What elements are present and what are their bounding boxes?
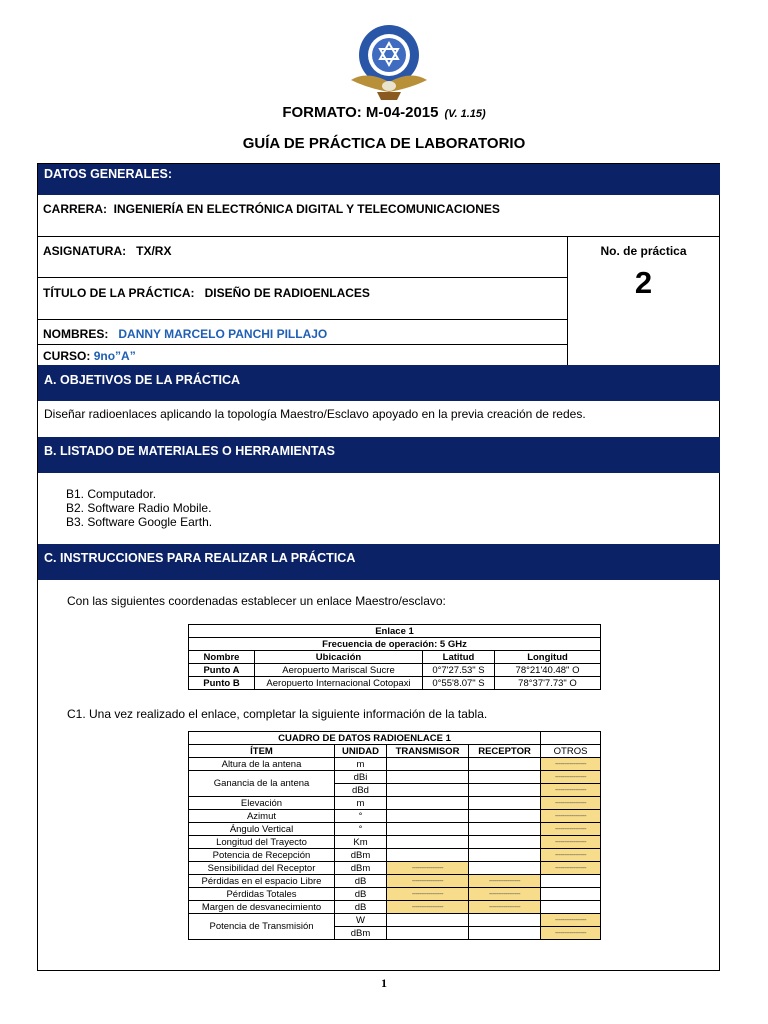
table-row: Pérdidas Totales dB ----------------- ----------------- bbox=[189, 888, 601, 901]
radiolink-data-table bbox=[188, 731, 601, 940]
column-header: TRANSMISOR bbox=[387, 745, 469, 758]
table-row: Potencia de Transmisión W ----------------- bbox=[189, 914, 601, 927]
column-header: Longitud bbox=[495, 651, 601, 664]
table-row: Altura de la antena m ----------------- bbox=[189, 758, 601, 771]
university-logo bbox=[347, 22, 431, 104]
titulo-row: TÍTULO DE LA PRÁCTICA: DISEÑO DE RADIOENLACES bbox=[43, 286, 370, 300]
practice-number: 2 bbox=[634, 265, 653, 300]
material-item: B3. Software Google Earth. bbox=[66, 515, 213, 529]
document-title: GUÍA DE PRÁCTICA DE LABORATORIO bbox=[242, 135, 526, 152]
table-row: Azimut ° ----------------- bbox=[189, 810, 601, 823]
link-coordinates-table bbox=[188, 624, 601, 690]
table-row: Punto A Aeropuerto Mariscal Sucre 0°7'27.53" S 78°21'40.48" O bbox=[189, 664, 601, 677]
column-header: UNIDAD bbox=[335, 745, 387, 758]
table-row: Margen de desvanecimiento dB ----------------- ----------------- bbox=[189, 901, 601, 914]
curso-row: CURSO: 9no”A” bbox=[43, 349, 136, 363]
format-code: FORMATO: M-04-2015 (V. 1.15) bbox=[282, 104, 486, 121]
column-header: OTROS bbox=[541, 745, 601, 758]
table-row: dBm ----------------- bbox=[189, 927, 601, 940]
table-row: Sensibilidad del Receptor dBm ----------------- ----------------- bbox=[189, 862, 601, 875]
table-row: dBd ----------------- bbox=[189, 784, 601, 797]
table-row: Elevación m ----------------- bbox=[189, 797, 601, 810]
material-item: B2. Software Radio Mobile. bbox=[66, 501, 212, 515]
table-row: Pérdidas en el espacio Libre dB ----------------- ----------------- bbox=[189, 875, 601, 888]
column-header: Nombre bbox=[189, 651, 255, 664]
section-b-title: B. LISTADO DE MATERIALES O HERRAMIENTAS bbox=[38, 437, 720, 473]
section-c-intro: Con las siguientes coordenadas establecer un enlace Maestro/esclavo: bbox=[67, 594, 446, 608]
column-header: Latitud bbox=[423, 651, 495, 664]
carrera-row: CARRERA: INGENIERÍA EN ELECTRÓNICA DIGITAL Y TELECOMUNICACIONES bbox=[43, 202, 500, 216]
section-c1-text: C1. Una vez realizado el enlace, completar la siguiente información de la tabla. bbox=[67, 707, 488, 721]
page-number: 1 bbox=[381, 976, 387, 990]
link-frequency: Frecuencia de operación: 5 GHz bbox=[189, 638, 601, 651]
nombres-row: NOMBRES: DANNY MARCELO PANCHI PILLAJO bbox=[43, 327, 328, 341]
practice-number-label: No. de práctica bbox=[600, 244, 687, 258]
section-a-text: Diseñar radioenlaces aplicando la topología Maestro/Esclavo apoyado en la previa creación de redes. bbox=[44, 407, 586, 421]
material-item: B1. Computador. bbox=[66, 487, 157, 501]
column-header: Ubicación bbox=[255, 651, 423, 664]
column-header: ÍTEM bbox=[189, 745, 335, 758]
table-row: Potencia de Recepción dBm ----------------- bbox=[189, 849, 601, 862]
section-a-title: A. OBJETIVOS DE LA PRÁCTICA bbox=[38, 365, 720, 401]
section-c-title: C. INSTRUCCIONES PARA REALIZAR LA PRÁCTICA bbox=[38, 544, 720, 580]
section-datos-generales: DATOS GENERALES: bbox=[38, 164, 720, 195]
link-table-title: Enlace 1 bbox=[189, 625, 601, 638]
table-row: Longitud del Trayecto Km ----------------- bbox=[189, 836, 601, 849]
table-row: Ángulo Vertical ° ----------------- bbox=[189, 823, 601, 836]
column-header: RECEPTOR bbox=[469, 745, 541, 758]
table-row: Punto B Aeropuerto Internacional Cotopaxi 0°55'8.07" S 78°37'7.73" O bbox=[189, 677, 601, 690]
data-table-title: CUADRO DE DATOS RADIOENLACE 1 bbox=[189, 732, 541, 745]
format-version: (V. 1.15) bbox=[444, 108, 486, 120]
asignatura-row: ASIGNATURA: TX/RX bbox=[43, 244, 172, 258]
table-row: Ganancia de la antena dBi ----------------- bbox=[189, 771, 601, 784]
